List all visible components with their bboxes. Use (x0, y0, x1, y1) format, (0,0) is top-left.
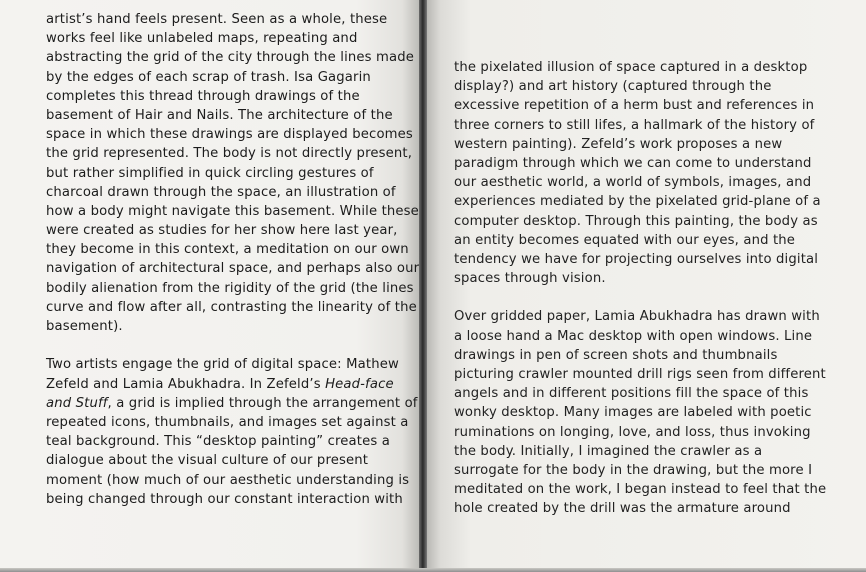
text-line: experiences mediated by the pixelated grid-plane of a (454, 194, 821, 210)
text-line: works feel like unlabeled maps, repeating and (46, 31, 358, 47)
text-line: picturing crawler mounted drill rigs seen from different (454, 367, 826, 382)
text-line: charcoal drawn through the space, an illustration of (46, 184, 396, 200)
text-line: being changed through our constant interaction with (46, 491, 403, 507)
text-line: computer desktop. Through this painting, the body as (454, 213, 818, 229)
right-page (427, 0, 866, 572)
text-line: tendency we have for projecting ourselves into digital (454, 251, 819, 267)
text-line: excessive repetition of a herm bust and references in (454, 98, 815, 114)
text-line: basement). (46, 319, 123, 334)
text-line: spaces through vision. (454, 271, 606, 287)
text-line: abstracting the grid of the city through the lines made (46, 50, 415, 66)
text-line: the body. Initially, I imagined the crawler as a (454, 443, 763, 459)
text-line: angels and in different positions fill the space of this (454, 386, 809, 402)
text-line: wonky desktop. Many images are labeled with poetic (454, 405, 812, 421)
text-line: western painting). Zefeld’s work proposes a new (454, 136, 783, 152)
text-line: Zefeld and Lamia Abukhadra. In Zefeld’s Head-face (46, 376, 394, 392)
text-line: navigation of architectural space, and perhaps also our (46, 261, 419, 277)
text-line: completes this thread through drawings of the (46, 88, 360, 104)
text-line: by the edges of each scrap of trash. Isa Gagarin (46, 69, 371, 85)
text-line: our aesthetic world, a world of symbols, images, and (454, 175, 812, 191)
text-line: basement of Hair and Nails. The architecture of the (46, 107, 393, 123)
text-line: teal background. This “desktop painting” creates a (46, 434, 390, 450)
text-line: and Stuff, a grid is implied through the arrangement of (46, 395, 418, 411)
text-line: repeated icons, thumbnails, and images set against a (46, 414, 409, 430)
text-line: but rather simplified in quick circling gestures of (46, 165, 374, 181)
text-line: Over gridded paper, Lamia Abukhadra has drawn with (454, 309, 820, 325)
text-line: dialogue about the visual culture of our present (46, 453, 369, 469)
text-line: Two artists engage the grid of digital space: Mathew (46, 357, 399, 373)
left-page (0, 0, 419, 572)
left-page-text (46, 10, 419, 509)
artwork-title: Head-face (325, 376, 394, 392)
text-line: they become in this context, a meditation on our own (46, 242, 409, 258)
text-line: hole created by the drill was the armature around (454, 501, 791, 517)
text-line: space in which these drawings are displayed becomes (46, 127, 413, 143)
text-line: drawings in pen of screen shots and thumbnails (454, 347, 778, 363)
right-page-text (454, 58, 826, 519)
text-line: a loose hand a Mac desktop with open windows. Line (454, 328, 813, 344)
book-gutter (419, 0, 427, 572)
text-line: artist’s hand feels present. Seen as a whole, these (46, 12, 388, 27)
text-line: curve and flow after all, contrasting the linearity of the (46, 299, 417, 315)
text-line: paradigm through which we can come to understand (454, 155, 812, 171)
text-line: the grid represented. The body is not directly present, (46, 146, 413, 162)
text-line: the pixelated illusion of space captured in a desktop (454, 60, 808, 75)
text-line: meditated on the work, I began instead to feel that the (454, 482, 827, 498)
text-line: three corners to still lifes, a hallmark of the history of (454, 117, 815, 133)
text-line: moment (how much of our aesthetic understanding is (46, 472, 410, 488)
text-line: bodily alienation from the rigidity of the grid (the lines (46, 280, 414, 296)
artwork-title: and Stuff (46, 395, 108, 411)
text-line: an entity becomes equated with our eyes, and the (454, 232, 796, 248)
page-bottom-edge (0, 568, 866, 572)
text-line: display?) and art history (captured through the (454, 79, 772, 95)
paragraph-break (454, 288, 826, 307)
text-line: surrogate for the body in the drawing, but the more I (454, 462, 813, 478)
text-line: were created as studies for her show here last year, (46, 223, 398, 239)
text-line: how a body might navigate this basement. While these (46, 203, 419, 219)
text-line: ruminations on longing, love, and loss, thus invoking (454, 424, 811, 440)
paragraph-break (46, 336, 419, 355)
